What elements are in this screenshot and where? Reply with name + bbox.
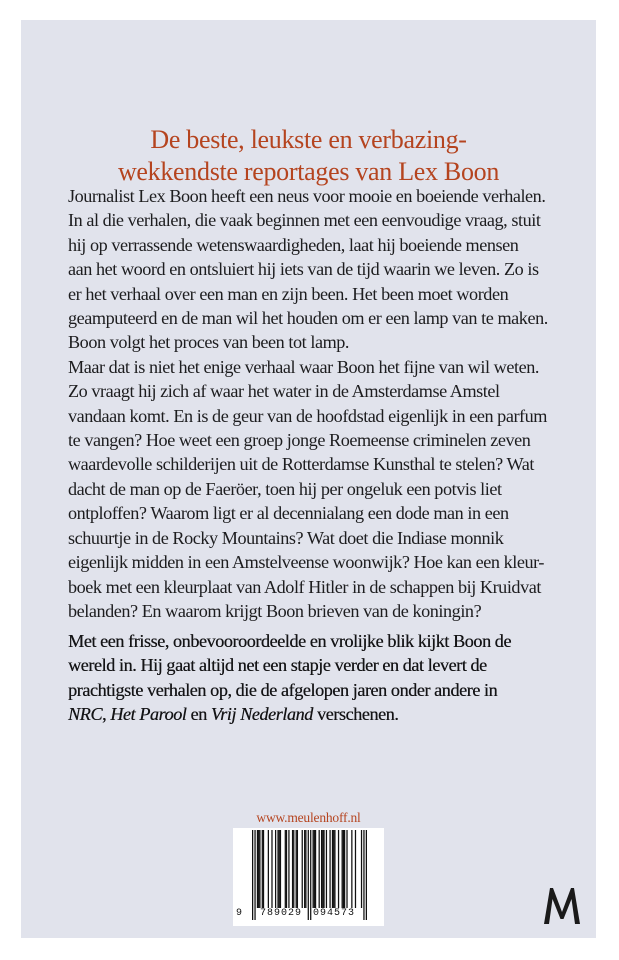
blurb-line: wereld in. Hij gaat altijd net een stapje verder en dat levert de	[68, 655, 487, 676]
barcode-bar	[305, 830, 306, 908]
barcode-bar	[280, 830, 281, 908]
publisher-url[interactable]: www.meulenhoff.nl	[256, 810, 361, 825]
barcode-bar	[286, 830, 287, 908]
barcode-bar	[321, 830, 322, 908]
isbn-digit: 7	[341, 908, 348, 919]
barcode-guard-bar	[310, 830, 311, 920]
cover-heading	[21, 124, 596, 188]
barcode-guard-bar	[363, 830, 364, 920]
heading-line: wekkendste reportages van Lex Boon	[117, 157, 500, 186]
blurb-line: waardevolle schilderijen uit de Rotterdamse Kunsthal te stelen? Wat	[68, 454, 535, 475]
isbn-digit: 7	[260, 908, 267, 919]
isbn-digit: 4	[327, 908, 334, 919]
barcode-bar	[323, 830, 324, 908]
isbn-digit: 8	[267, 908, 274, 919]
barcode-bar	[258, 830, 259, 908]
barcode-bar	[315, 830, 316, 908]
blurb-line-publications	[68, 702, 588, 726]
blurb-line: ontploffen? Waarom ligt er al decennialang een dode man in een	[68, 503, 509, 524]
blurb-line: hij op verrassende wetenswaardigheden, laat hij boeiende mensen	[68, 234, 519, 255]
barcode-bar	[304, 830, 305, 908]
publication-vrij-nederland: Vrij Nederland	[210, 704, 313, 725]
blurb-line: schuurtje in de Rocky Mountains? Wat doet die Indiase monnik	[68, 527, 504, 548]
blurb-line: boek met een kleurplaat van Adolf Hitler in de schappen bij Kruidvat	[68, 576, 541, 597]
isbn-digit: 9	[274, 908, 281, 919]
barcode-bar	[296, 830, 297, 908]
isbn-barcode	[233, 828, 384, 926]
line-tail: verschenen.	[312, 704, 399, 725]
blurb-line: Maar dat is niet het enige verhaal waar Boon het fijne van wil weten.	[68, 356, 539, 377]
blurb-line: geamputeerd en de man wil het houden om er een lamp van te maken.	[68, 308, 548, 329]
barcode-bar	[279, 830, 280, 908]
barcode-bar	[355, 830, 356, 908]
barcode-bar	[293, 830, 294, 908]
separator: ,	[102, 704, 111, 725]
blurb-paragraph-1	[68, 184, 588, 623]
barcode-bar	[342, 830, 343, 908]
blurb-line: er het verhaal over een man en zijn been. Het been moet worden	[68, 283, 509, 304]
barcode-bar	[338, 830, 339, 908]
blurb-line: prachtigste verhalen op, die de afgelopen jaren onder andere in	[68, 679, 498, 700]
barcode-bar	[344, 830, 345, 908]
barcode-bar	[288, 830, 289, 908]
barcode-bar	[329, 830, 330, 908]
back-cover-panel	[21, 20, 596, 938]
blurb-line: eigenlijk midden in een Amstelveense woonwijk? Hoe kan een kleur-	[68, 552, 544, 573]
barcode-bar	[263, 830, 264, 908]
isbn-digit: 9	[295, 908, 302, 919]
blurb-line: Journalist Lex Boon heeft een neus voor mooie en boeiende verhalen.	[68, 186, 546, 206]
blurb-line: dacht de man op de Faeröer, toen hij per ongeluk een potvis liet	[68, 478, 502, 499]
blurb-line: te vangen? Hoe weet een groep jonge Roemeense criminelen zeven	[68, 430, 531, 451]
barcode-bar	[259, 830, 260, 908]
barcode-bar	[332, 830, 333, 908]
barcode-bar	[285, 830, 286, 908]
blurb-line: Zo vraagt hij zich af waar het water in de Amsterdamse Amstel	[68, 381, 500, 402]
barcode-bar	[361, 830, 362, 908]
blurb-paragraph-2	[68, 629, 588, 727]
blurb-line: belanden? En waarom krijgt Boon brieven van de koningin?	[68, 600, 482, 621]
isbn-digit: 2	[288, 908, 295, 919]
barcode-guard-bar	[252, 830, 253, 920]
barcode-bar	[346, 830, 347, 908]
blurb-line: Met een frisse, onbevooroordeelde en vrolijke blik kijkt Boon de	[68, 631, 511, 651]
barcode-bar	[351, 830, 352, 908]
barcode-guard-bar	[254, 830, 255, 920]
heading-line: De beste, leukste en verbazing-	[150, 125, 467, 154]
barcode-bar	[319, 830, 320, 908]
blurb-line: aan het woord en ontsluiert hij iets van de tijd waarin we leven. Zo is	[68, 259, 539, 280]
barcode-guard-bar	[308, 830, 309, 920]
isbn-number	[233, 908, 384, 922]
barcode-bar	[314, 830, 315, 908]
barcode-guard-bar	[366, 830, 367, 920]
barcode-bar	[313, 830, 314, 908]
barcode-bar	[262, 830, 263, 908]
blurb-line: vandaan komt. En is de geur van de hoofdstad eigenlijk in een parfum	[68, 405, 548, 426]
publication-nrc: NRC	[68, 704, 103, 725]
barcode-bar	[257, 830, 258, 908]
isbn-digit: 0	[281, 908, 288, 919]
barcode-bar	[326, 830, 327, 908]
barcode-bar	[334, 830, 335, 908]
barcode-bar	[292, 830, 293, 908]
barcode-bar	[343, 830, 344, 908]
meulenhoff-logo-icon	[541, 886, 583, 926]
isbn-digit: 5	[334, 908, 341, 919]
barcode-bar	[268, 830, 269, 908]
barcode-bar	[322, 830, 323, 908]
barcode-bar	[271, 830, 272, 908]
separator: en	[186, 704, 211, 725]
barcode-bar	[302, 830, 303, 908]
publication-het-parool: Het Parool	[110, 704, 187, 725]
barcode-bar	[277, 830, 278, 908]
barcode-bar	[297, 830, 298, 908]
isbn-digit: 3	[348, 908, 355, 919]
barcode-bar	[275, 830, 276, 908]
blurb-line: In al die verhalen, die vaak beginnen met een eenvoudige vraag, stuit	[68, 210, 541, 231]
isbn-digit: 0	[313, 908, 320, 919]
isbn-digit: 9	[320, 908, 327, 919]
barcode-bar	[333, 830, 334, 908]
blurb-line: Boon volgt het proces van been tot lamp.	[68, 332, 350, 353]
isbn-digit: 9	[236, 908, 243, 919]
